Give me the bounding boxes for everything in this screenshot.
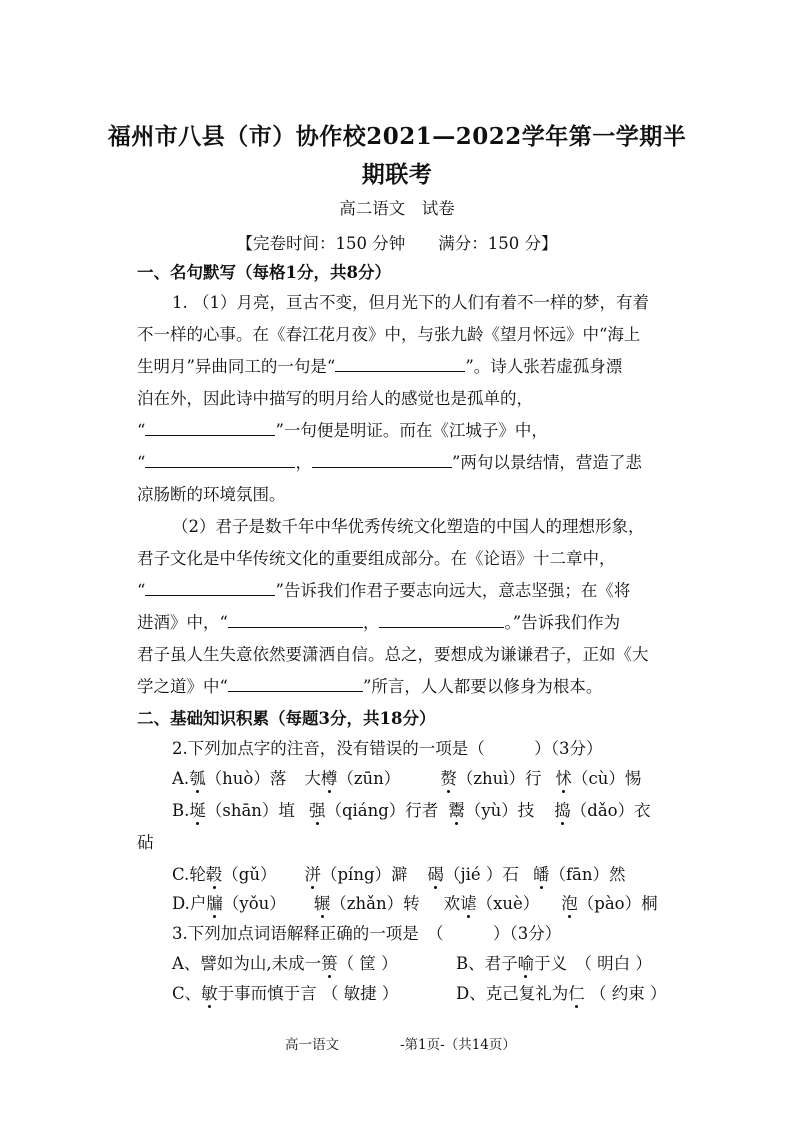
footer-course: 高一语文: [285, 1037, 339, 1053]
dotted-char: 强: [308, 801, 326, 820]
q1-2-line6-text-b: ”所言，人人都要以修身为根本。: [362, 677, 603, 696]
q1-2-line4-text-c: 。”告诉我们作为: [504, 613, 621, 632]
option-b-text: （yù）技: [464, 801, 535, 820]
q1-2-line1: （2）君子是数千年中华优秀传统文化塑造的中国人的理想形象，: [172, 517, 645, 536]
option-d-text: D.户: [172, 894, 207, 913]
option-a-text: A、譬如为山,未成一: [172, 954, 322, 973]
q1-2-line6: [137, 676, 602, 698]
dotted-char: 埏: [189, 801, 206, 820]
dotted-char: 鬻: [448, 801, 465, 820]
q1-2-line4-text-a: 进酒》中，“: [137, 613, 228, 632]
q1-1-line1: 1. （1）月亮，亘古不变，但月光下的人们有着不一样的梦，有着: [172, 293, 649, 312]
option-c-text: （píng）澼: [321, 865, 408, 884]
q2-option-d: [172, 893, 658, 915]
dotted-char: 捣: [554, 801, 571, 820]
q1-1-line4: 泊在外，因此诗中描写的明月给人的感觉也是孤单的，: [137, 389, 533, 408]
q1-2-line2: 君子文化是中华传统文化的重要组成部分。在《论语》十二章中，: [137, 549, 616, 568]
q1-1-line6: [137, 452, 642, 474]
dotted-char: 怵: [555, 769, 573, 788]
q1-1-line7: 凉肠断的环境氛围。: [137, 485, 286, 504]
option-a-text: （zūn）: [337, 769, 401, 788]
q1-1-line3: [137, 356, 622, 378]
dotted-char: 碣: [427, 865, 445, 884]
option-c-text: （fān）然: [549, 865, 626, 884]
option-b-text: （dǎo）衣: [570, 801, 651, 820]
q1-2-line3: [137, 580, 630, 602]
exam-subtitle: 高二语文 试卷: [339, 199, 455, 218]
option-a-text: 大: [304, 769, 321, 788]
q1-2-line3-text-b: ”告诉我们作君子要志向远大，意志坚强；在《将: [275, 581, 631, 600]
option-c-text: （gǔ）: [222, 865, 277, 884]
q2-option-b-cont: 砧: [137, 833, 154, 852]
option-d-text: D、克己复礼为: [456, 984, 569, 1003]
q3-option-d: [456, 983, 666, 1005]
dotted-char: 瓠: [189, 769, 206, 788]
option-d-text: 欢: [443, 894, 461, 913]
option-b-text: 于义 （ 明白 ）: [534, 954, 652, 973]
q2-stem: 2.下列加点字的注音，没有错误的一项是（ ）（3分）: [172, 739, 603, 758]
option-c-text: C、: [172, 984, 202, 1003]
option-d-text: （yǒu）: [222, 894, 286, 913]
option-b-text: （shān）埴: [205, 801, 295, 820]
dotted-char: 牖: [206, 894, 223, 913]
q2-option-a: [172, 768, 641, 790]
q1-1-line5-text-b: ”一句便是明证。而在《江城子》中，: [275, 421, 548, 440]
answer-blank-7[interactable]: [379, 612, 504, 628]
q1-2-line6-text-a: 学之道》中“: [137, 677, 228, 696]
option-a-text: （huò）落: [205, 769, 287, 788]
dotted-char: 篑: [321, 954, 338, 973]
option-b-text: （qiáng）行者: [325, 801, 439, 820]
q1-1-line2: 不一样的心事。在《春江花月夜》中，与张九龄《望月怀远》中“海上: [137, 325, 641, 344]
option-a-letter: A.: [172, 769, 190, 788]
q1-1-line3-text-b: ”。诗人张若虚孤身漂: [465, 357, 623, 376]
answer-blank-5[interactable]: [145, 580, 275, 596]
q3-option-c: [172, 983, 398, 1005]
dotted-char: 辗: [313, 894, 331, 913]
dotted-char: 洴: [304, 865, 321, 884]
q1-1-line6-text-b: ，: [295, 453, 312, 472]
exam-title-line1: 福州市八县（市）协作校2021—2022学年第一学期半: [107, 123, 687, 150]
dotted-char: 仁: [568, 984, 585, 1003]
answer-blank-8[interactable]: [228, 676, 363, 692]
option-c-text: 于事而慎于言 （ 敏捷 ）: [217, 984, 399, 1003]
q1-2-line4: [137, 612, 620, 634]
q1-2-line5: 君子虽人生失意依然要潇洒自信。总之，要想成为谦谦君子，正如《大: [137, 645, 649, 664]
dotted-char: 赘: [440, 769, 457, 788]
option-d-text: （zhǎn）转: [330, 894, 420, 913]
q1-1-line5-text-a: “: [137, 421, 146, 440]
exam-title-line2: 期联考: [361, 161, 433, 188]
q2-option-c: [172, 864, 626, 886]
option-a-text: （ 筐 ）: [337, 954, 398, 973]
option-c-text: C.轮: [172, 865, 206, 884]
answer-blank-6[interactable]: [228, 612, 363, 628]
dotted-char: 泡: [561, 894, 578, 913]
q3-stem: 3.下列加点词语解释正确的一项是 （ ）（3分）: [172, 924, 562, 943]
dotted-char: 敏: [201, 984, 218, 1003]
section2-heading: 二、基础知识积累（每题3分，共18分）: [137, 709, 436, 728]
option-d-text: （xuè）: [476, 894, 540, 913]
option-c-text: （jié ）石: [444, 865, 519, 884]
q1-2-line4-text-b: ，: [362, 613, 380, 632]
q1-1-line5: [137, 420, 548, 442]
dotted-char: 皤: [532, 865, 550, 884]
answer-blank-2[interactable]: [145, 420, 275, 436]
q1-1-line6-text-c: ”两句以景结情，营造了悲: [451, 453, 642, 472]
section1-heading: 一、名句默写（每格1分，共8分）: [137, 263, 391, 282]
dotted-char: 喻: [517, 954, 535, 973]
option-b-text: B、君子: [456, 954, 518, 973]
q3-option-b: [456, 953, 652, 975]
q2-option-b: [172, 800, 651, 822]
q1-1-line6-text-a: “: [137, 453, 146, 472]
footer-page-number: -第1页-（共14页）: [400, 1037, 516, 1053]
answer-blank-1[interactable]: [335, 356, 465, 372]
dotted-char: 谑: [460, 894, 477, 913]
option-d-text: （pào）桐: [577, 894, 658, 913]
dotted-char: 樽: [320, 769, 338, 788]
answer-blank-3[interactable]: [145, 452, 295, 468]
answer-blank-4[interactable]: [312, 452, 452, 468]
q3-option-a: [172, 953, 398, 975]
option-a-text: （zhuì）行: [456, 769, 542, 788]
dotted-char: 毂: [205, 865, 223, 884]
option-a-text: （cù）惕: [572, 769, 642, 788]
option-d-text: （ 约束 ）: [584, 984, 667, 1003]
option-b-letter: B.: [172, 801, 190, 820]
exam-time-info: 【完卷时间：150 分钟 满分：150 分】: [236, 234, 558, 253]
q1-2-line3-text-a: “: [137, 581, 146, 600]
q1-1-line3-text-a: 生明月”异曲同工的一句是“: [137, 357, 336, 376]
